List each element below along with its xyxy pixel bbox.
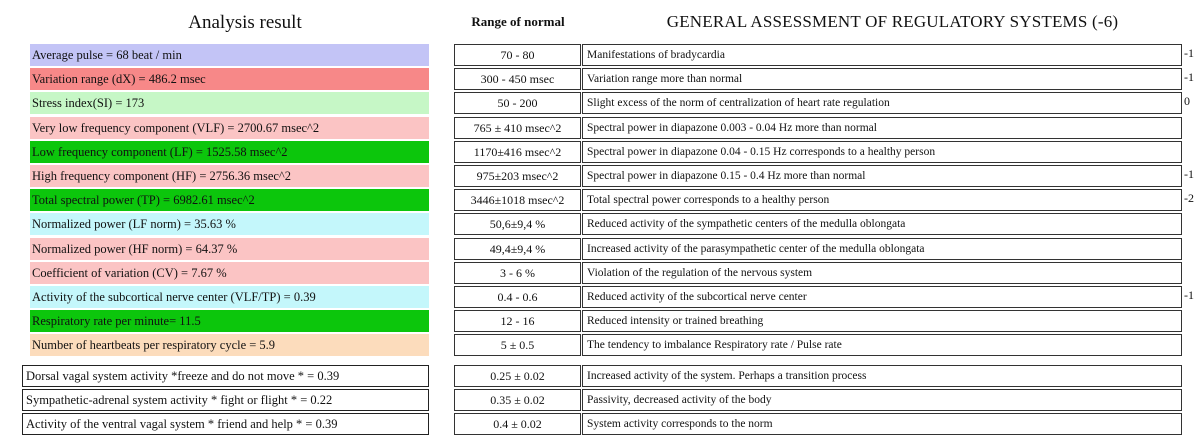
normal-range: 765 ± 410 msec^2 <box>454 117 581 139</box>
vagal-normal-range: 0.4 ± 0.02 <box>454 413 581 435</box>
vagal-parameter-value: Activity of the ventral vagal system * friend and help * = 0.39 <box>22 413 429 435</box>
assessment-score: 0 <box>1184 94 1190 108</box>
parameter-value: Number of heartbeats per respiratory cycle = 5.9 <box>30 334 429 356</box>
vagal-parameter-value: Sympathetic-adrenal system activity * fight or flight * = 0.22 <box>22 389 429 411</box>
assessment-score <box>1184 262 1201 284</box>
assessment-score: -1 <box>1184 70 1194 84</box>
assessment-text: Violation of the regulation of the nervous system <box>582 262 1182 284</box>
assessment-text: Reduced activity of the sympathetic centers of the medulla oblongata <box>582 213 1182 235</box>
assessment-score: -1 <box>1184 288 1194 302</box>
normal-range: 1170±416 msec^2 <box>454 141 581 163</box>
assessment-score: -2 <box>1184 191 1194 205</box>
assessment-score <box>1184 213 1201 235</box>
assessment-text: Slight excess of the norm of centralization of heart rate regulation <box>582 92 1182 114</box>
assessment-text: Spectral power in diapazone 0.04 - 0.15 Hz corresponds to a healthy person <box>582 141 1182 163</box>
analysis-result-header: Analysis result <box>188 12 302 33</box>
normal-range: 3 - 6 % <box>454 262 581 284</box>
parameter-value: Average pulse = 68 beat / min <box>30 44 429 66</box>
assessment-text: Reduced intensity or trained breathing <box>582 310 1182 332</box>
assessment-score: -1 <box>1184 46 1194 60</box>
assessment-text: Spectral power in diapazone 0.15 - 0.4 Hz more than normal <box>582 165 1182 187</box>
normal-range: 50 - 200 <box>454 92 581 114</box>
vagal-parameter-value: Dorsal vagal system activity *freeze and do not move * = 0.39 <box>22 365 429 387</box>
normal-range: 49,4±9,4 % <box>454 238 581 260</box>
assessment-text: Increased activity of the parasympathetic center of the medulla oblongata <box>582 238 1182 260</box>
normal-range: 70 - 80 <box>454 44 581 66</box>
assessment-score <box>1184 238 1201 260</box>
assessment-score <box>1184 117 1201 139</box>
parameter-value: High frequency component (HF) = 2756.36 msec^2 <box>30 165 429 187</box>
normal-range: 3446±1018 msec^2 <box>454 189 581 211</box>
assessment-text: Reduced activity of the subcortical nerve center <box>582 286 1182 308</box>
assessment-score <box>1184 141 1201 163</box>
range-of-normal-header: Range of normal <box>471 14 565 29</box>
assessment-text: Total spectral power corresponds to a healthy person <box>582 189 1182 211</box>
vagal-assessment-text: Passivity, decreased activity of the body <box>582 389 1182 411</box>
parameter-value: Variation range (dX) = 486.2 msec <box>30 68 429 90</box>
assessment-text: Spectral power in diapazone 0.003 - 0.04 Hz more than normal <box>582 117 1182 139</box>
parameter-value: Normalized power (HF norm) = 64.37 % <box>30 238 429 260</box>
vagal-normal-range: 0.35 ± 0.02 <box>454 389 581 411</box>
parameter-value: Low frequency component (LF) = 1525.58 msec^2 <box>30 141 429 163</box>
normal-range: 5 ± 0.5 <box>454 334 581 356</box>
vagal-assessment-text: System activity corresponds to the norm <box>582 413 1182 435</box>
parameter-value: Stress index(SI) = 173 <box>30 92 429 114</box>
vagal-assessment-text: Increased activity of the system. Perhaps a transition process <box>582 365 1182 387</box>
assessment-text: Manifestations of bradycardia <box>582 44 1182 66</box>
parameter-value: Activity of the subcortical nerve center (VLF/TP) = 0.39 <box>30 286 429 308</box>
parameter-value: Total spectral power (TP) = 6982.61 msec^2 <box>30 189 429 211</box>
assessment-score: -1 <box>1184 167 1194 181</box>
normal-range: 975±203 msec^2 <box>454 165 581 187</box>
assessment-score <box>1184 334 1201 356</box>
parameter-value: Respiratory rate per minute= 11.5 <box>30 310 429 332</box>
parameter-value: Very low frequency component (VLF) = 2700.67 msec^2 <box>30 117 429 139</box>
parameter-value: Coefficient of variation (CV) = 7.67 % <box>30 262 429 284</box>
general-assessment-header: GENERAL ASSESSMENT OF REGULATORY SYSTEMS (-6) <box>666 12 1119 31</box>
normal-range: 12 - 16 <box>454 310 581 332</box>
parameter-value: Normalized power (LF norm) = 35.63 % <box>30 213 429 235</box>
assessment-score <box>1184 310 1201 332</box>
normal-range: 50,6±9,4 % <box>454 213 581 235</box>
vagal-normal-range: 0.25 ± 0.02 <box>454 365 581 387</box>
normal-range: 0.4 - 0.6 <box>454 286 581 308</box>
assessment-text: Variation range more than normal <box>582 68 1182 90</box>
normal-range: 300 - 450 msec <box>454 68 581 90</box>
assessment-text: The tendency to imbalance Respiratory rate / Pulse rate <box>582 334 1182 356</box>
